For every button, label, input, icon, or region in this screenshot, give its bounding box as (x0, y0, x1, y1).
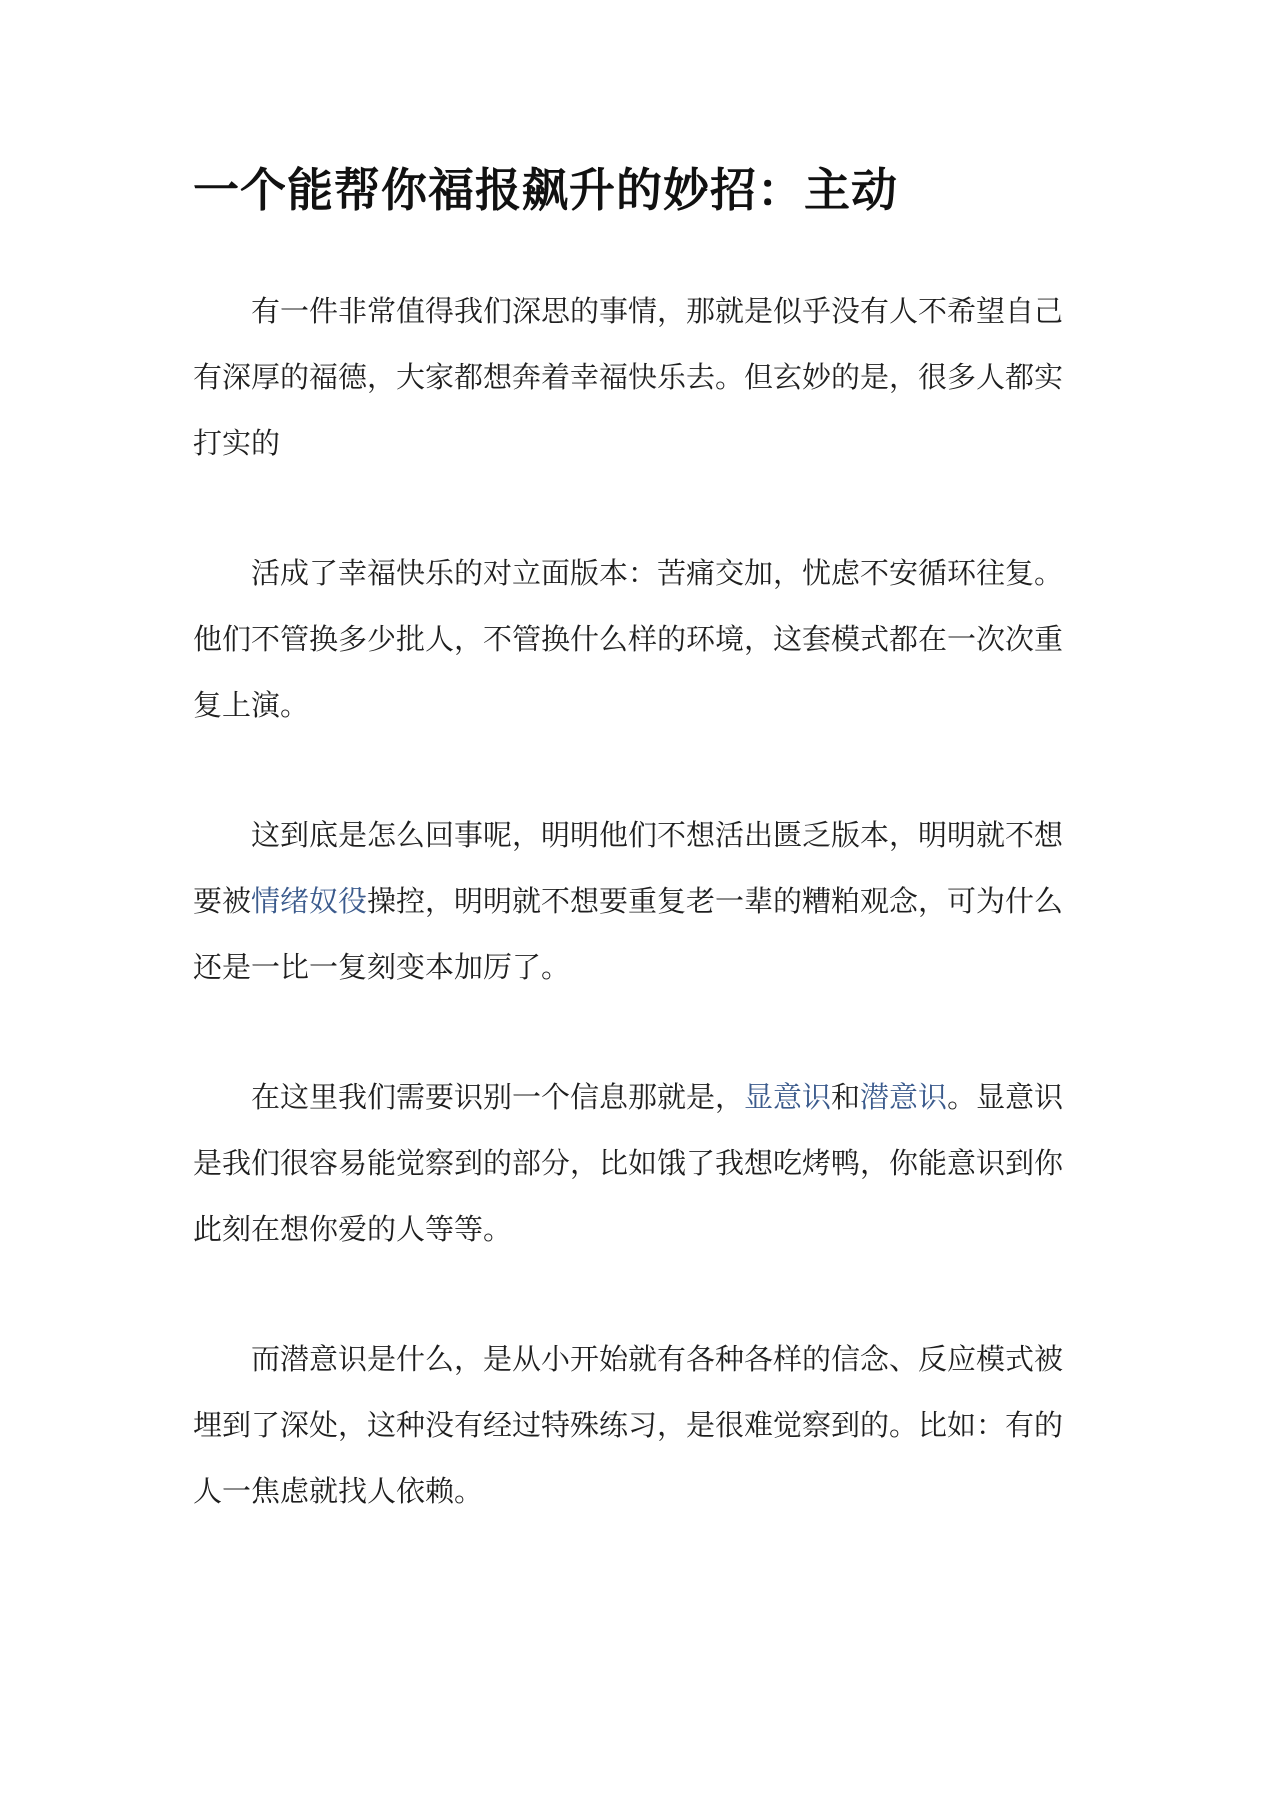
link-subconscious[interactable]: 潜意识 (860, 1080, 948, 1114)
paragraph-line: 复上演。 (193, 688, 310, 722)
article-title: 一个能帮你福报飙升的妙招：主动 (193, 163, 898, 217)
paragraph-3 (193, 802, 1084, 1000)
text-segment: 要被 (193, 884, 252, 918)
paragraph-line: 埋到了深处，这种没有经过特殊练习，是很难觉察到的。比如：有的 (193, 1408, 1064, 1442)
text-segment: 在这里我们需要识别一个信息那就是， (251, 1080, 745, 1114)
paragraph-line: 他们不管换多少批人，不管换什么样的环境，这套模式都在一次次重 (193, 622, 1064, 656)
paragraph-line: 有一件非常值得我们深思的事情，那就是似乎没有人不希望自己 (251, 294, 1064, 328)
paragraph-5 (193, 1326, 1084, 1524)
paragraph-line: 活成了幸福快乐的对立面版本：苦痛交加，忧虑不安循环往复。 (251, 556, 1064, 590)
text-segment: 。显意识 (947, 1080, 1064, 1114)
paragraph-line: 有深厚的福德，大家都想奔着幸福快乐去。但玄妙的是，很多人都实 (193, 360, 1064, 394)
text-segment: 操控，明明就不想要重复老一辈的糟粕观念，可为什么 (367, 884, 1064, 918)
paragraph-line: 这到底是怎么回事呢，明明他们不想活出匮乏版本，明明就不想 (251, 818, 1064, 852)
text-segment: 和 (831, 1080, 861, 1114)
link-emotion-slavery[interactable]: 情绪奴役 (251, 884, 368, 918)
paragraph-line: 人一焦虑就找人依赖。 (193, 1474, 484, 1508)
paragraph-4 (193, 1064, 1084, 1262)
paragraph-line: 此刻在想你爱的人等等。 (193, 1212, 513, 1246)
paragraph-line (193, 1064, 1084, 1130)
paragraph-1 (193, 278, 1084, 476)
paragraph-line: 还是一比一复刻变本加厉了。 (193, 950, 571, 984)
paragraph-2 (193, 540, 1084, 738)
paragraph-line (193, 868, 1084, 934)
paragraph-line: 打实的 (193, 426, 281, 460)
link-conscious[interactable]: 显意识 (744, 1080, 832, 1114)
paragraph-line: 而潜意识是什么，是从小开始就有各种各样的信念、反应模式被 (251, 1342, 1064, 1376)
paragraph-line: 是我们很容易能觉察到的部分，比如饿了我想吃烤鸭，你能意识到你 (193, 1146, 1064, 1180)
article-body (193, 278, 1084, 1588)
